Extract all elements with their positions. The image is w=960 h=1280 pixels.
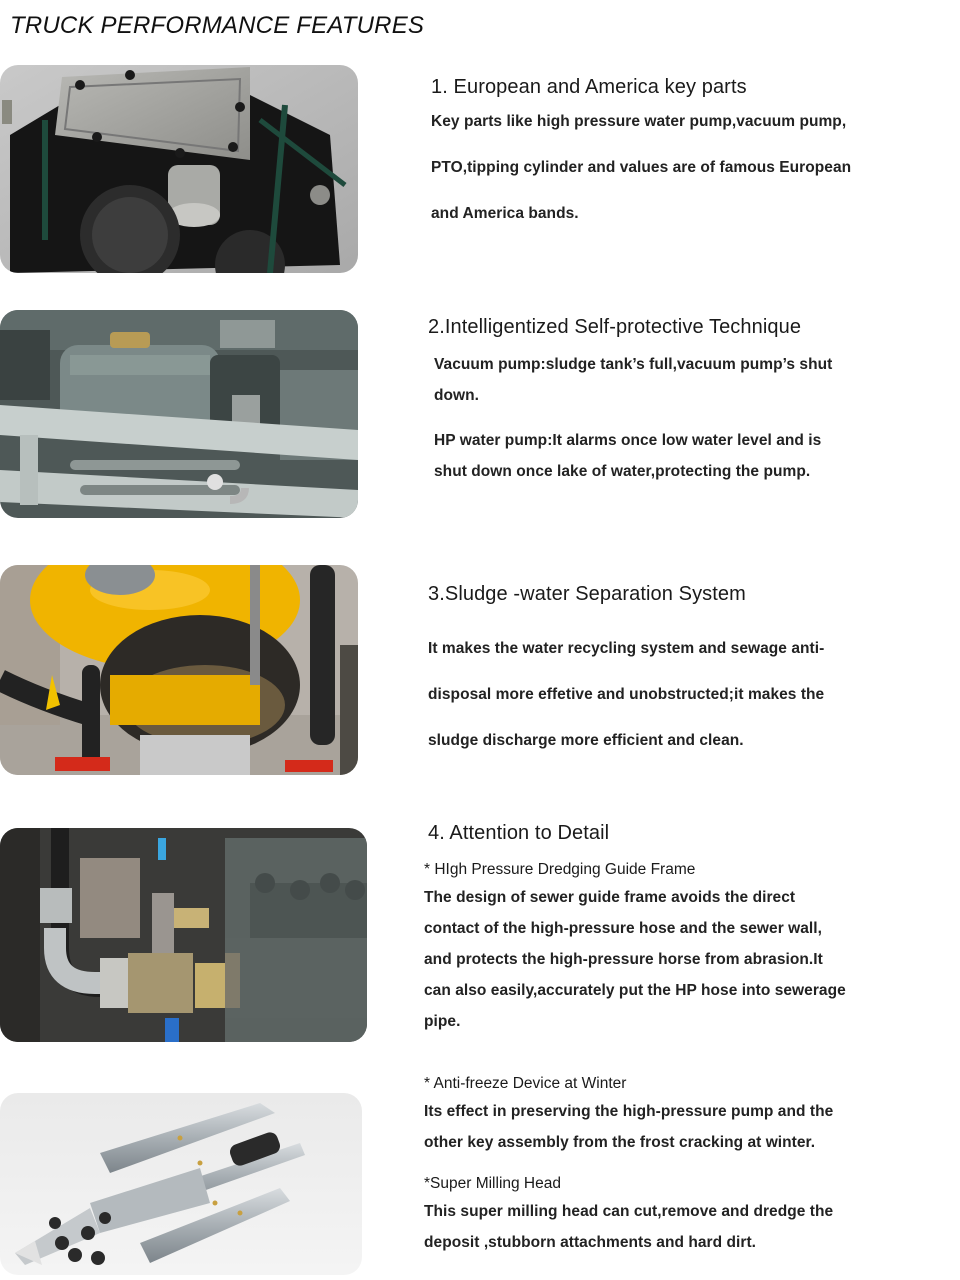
section-1-line: PTO,tipping cylinder and values are of famous European — [431, 159, 852, 176]
hose-fitting-photo — [0, 828, 367, 1042]
section-2-heading: 2.Intelligentized Self-protective Technique — [428, 316, 802, 338]
page-title: TRUCK PERFORMANCE FEATURES — [10, 12, 425, 39]
detail-item-line: Its effect in preserving the high-pressure pump and the — [424, 1103, 834, 1120]
section-1-heading: 1. European and America key parts — [431, 76, 747, 98]
engine-pto-photo — [0, 65, 358, 273]
section-1-line: Key parts like high pressure water pump,vacuum pump, — [431, 113, 847, 130]
section-2 — [428, 316, 898, 487]
detail-item-line: can also easily,accurately put the HP hose into sewerage — [424, 982, 846, 999]
detail-item-guide-frame — [424, 858, 904, 1037]
section-2-paragraph-line: shut down once lake of water,protecting the pump. — [434, 463, 811, 480]
detail-item-line: and protects the high-pressure horse from abrasion.It — [424, 951, 823, 968]
detail-item-line: contact of the high-pressure hose and the sewer wall, — [424, 920, 822, 937]
section-2-paragraph-line: Vacuum pump:sludge tank’s full,vacuum pump’s shut — [434, 356, 833, 373]
section-3-line: disposal more effetive and unobstructed;it makes the — [428, 686, 825, 703]
detail-item-title: *Super Milling Head — [424, 1175, 561, 1192]
section-3-heading: 3.Sludge -water Separation System — [428, 583, 746, 605]
detail-item-line: pipe. — [424, 1013, 461, 1030]
detail-item-milling-head — [424, 1172, 904, 1258]
vacuum-pump-photo — [0, 310, 358, 518]
section-3-line: sludge discharge more efficient and clean. — [428, 732, 744, 749]
section-1 — [431, 76, 901, 224]
section-3 — [428, 583, 898, 751]
detail-item-title: * HIgh Pressure Dredging Guide Frame — [424, 861, 696, 878]
detail-item-line: The design of sewer guide frame avoids the direct — [424, 889, 796, 906]
detail-item-anti-freeze — [424, 1072, 904, 1158]
sludge-tank-photo — [0, 565, 358, 775]
section-2-paragraph-line: HP water pump:It alarms once low water level and is — [434, 432, 822, 449]
detail-item-line: other key assembly from the frost cracking at winter. — [424, 1134, 816, 1151]
section-4 — [424, 822, 904, 1258]
section-2-paragraph-line: down. — [434, 387, 480, 404]
section-4-heading: 4. Attention to Detail — [428, 822, 610, 844]
detail-item-line: This super milling head can cut,remove and dredge the — [424, 1203, 834, 1220]
detail-item-title: * Anti-freeze Device at Winter — [424, 1075, 627, 1092]
section-3-line: It makes the water recycling system and sewage anti- — [428, 640, 825, 657]
milling-head-photo — [0, 1093, 362, 1275]
section-1-line: and America bands. — [431, 205, 579, 222]
detail-item-line: deposit ,stubborn attachments and hard dirt. — [424, 1234, 757, 1251]
